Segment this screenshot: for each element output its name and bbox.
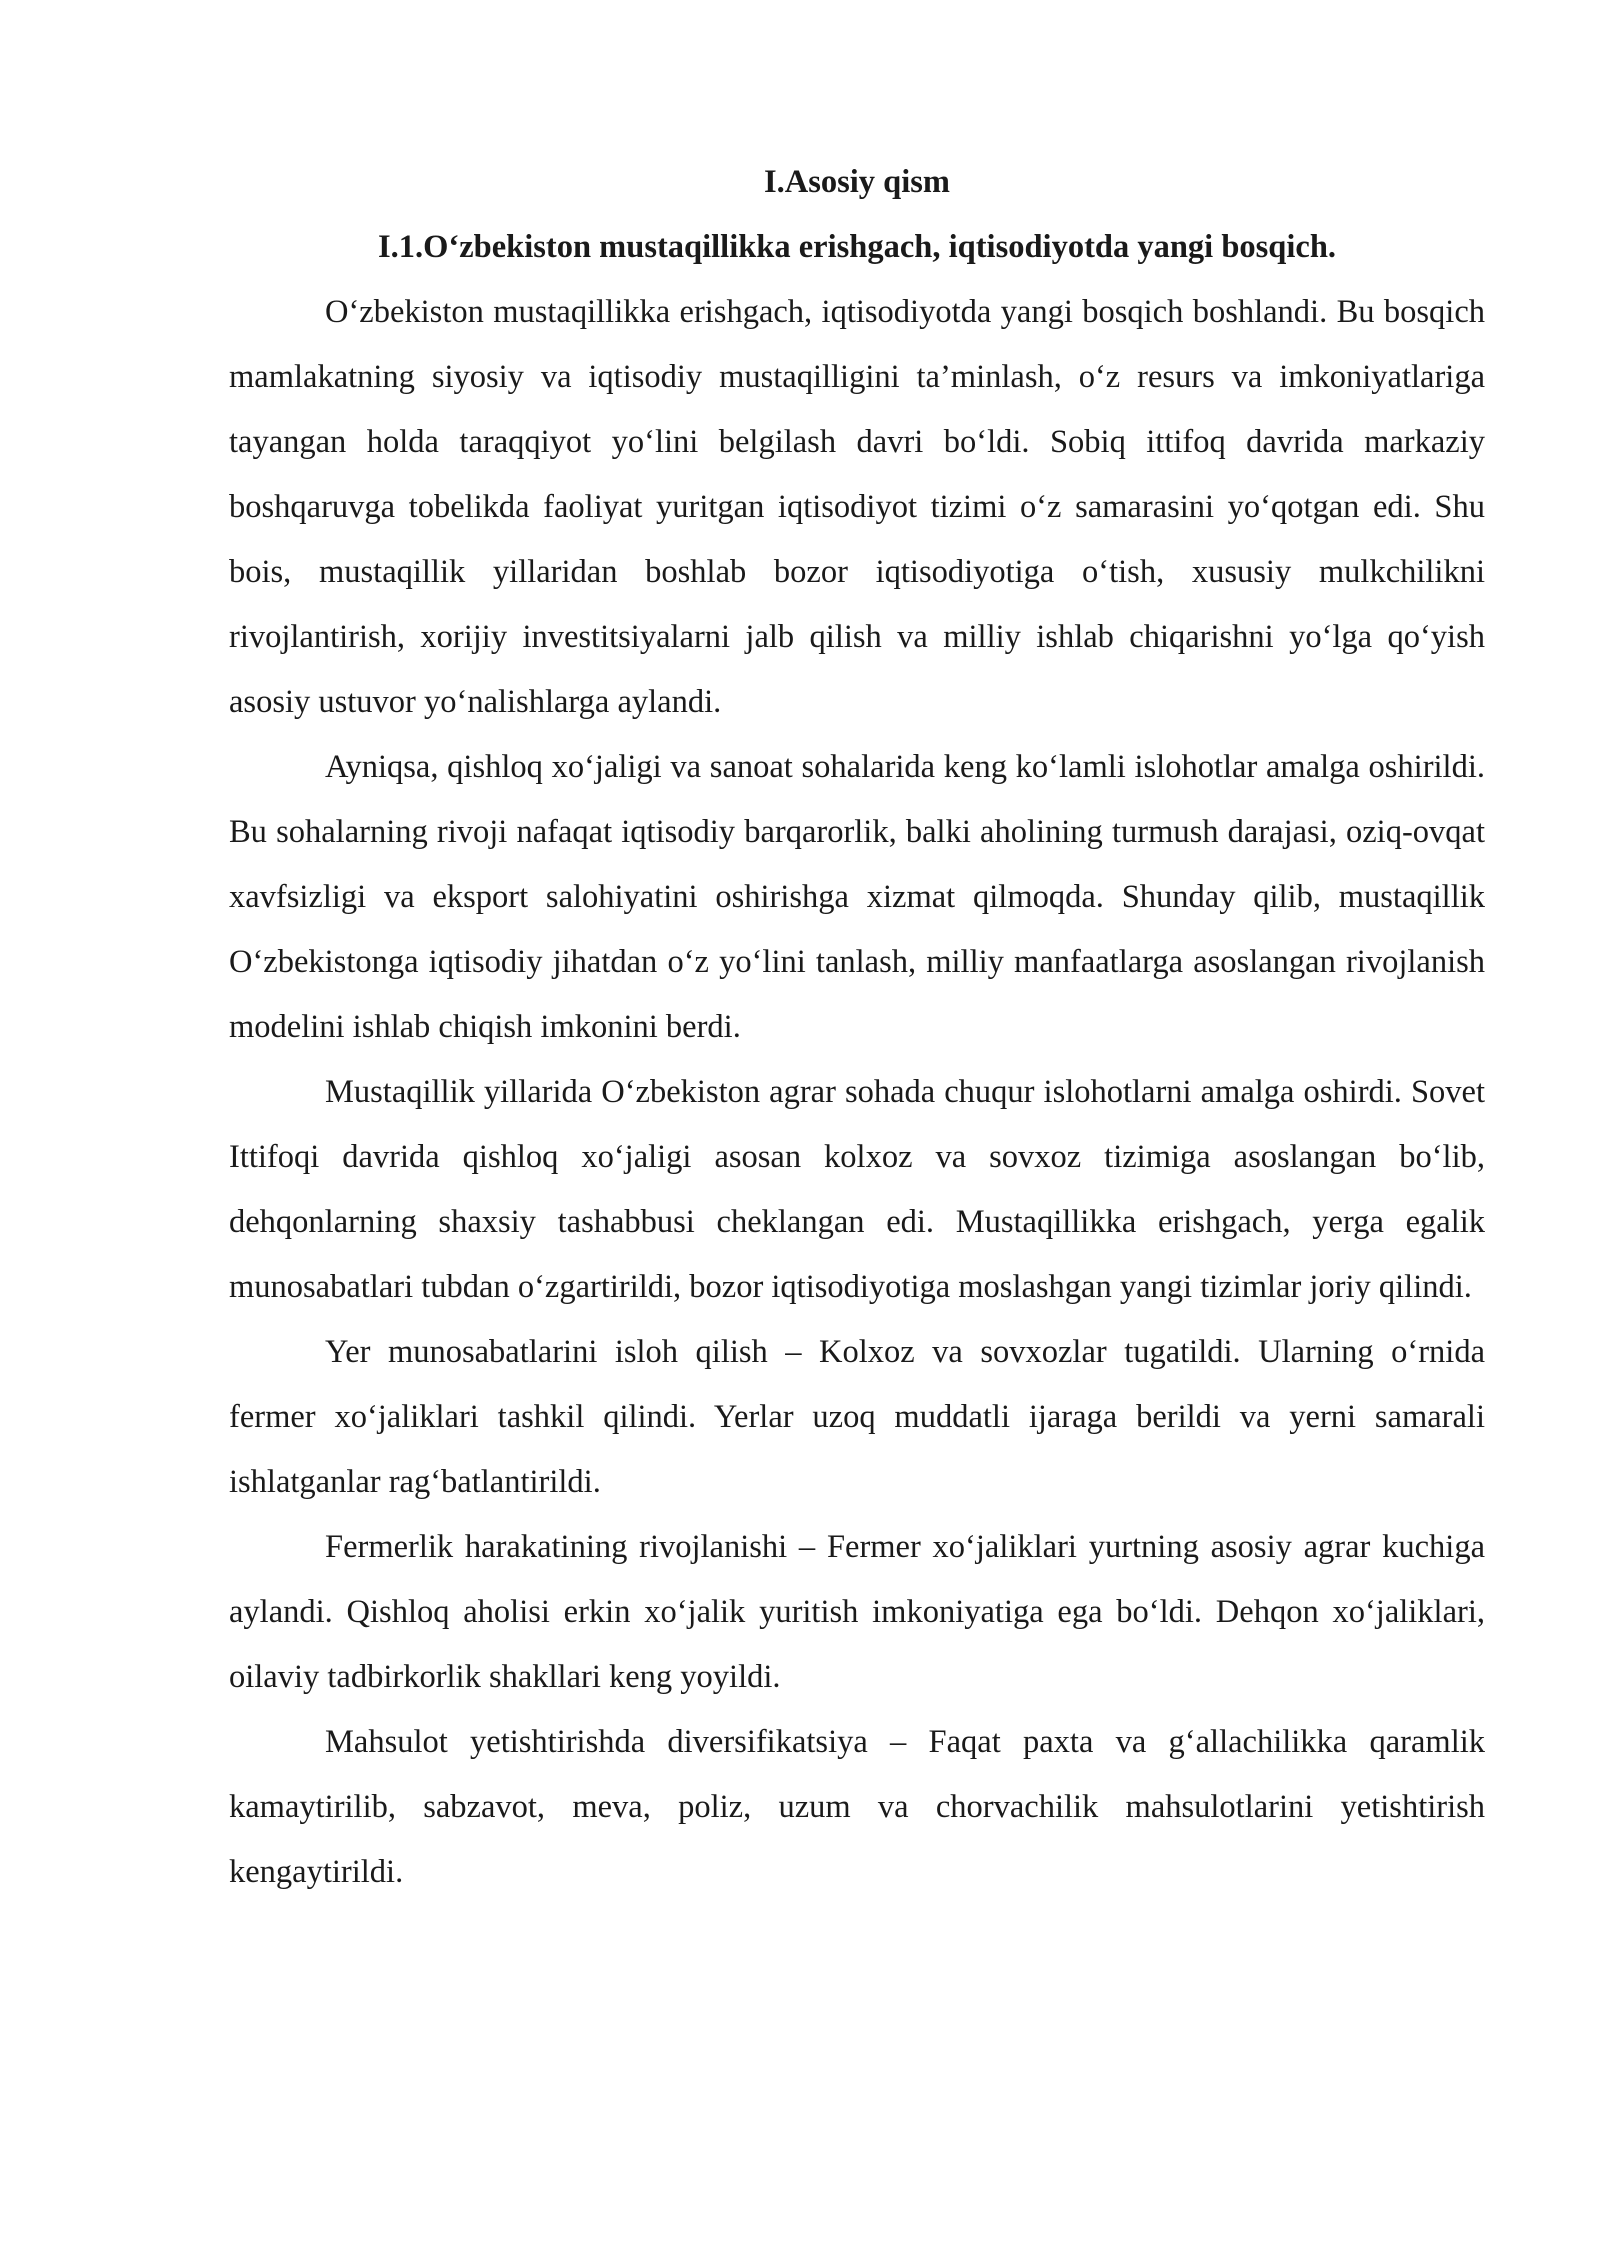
document-page [229,150,1485,1905]
paragraph-6: Mahsulot yetishtirishda diversifikatsiya – Faqat paxta va g‘allachilikka qaramlik kamaytirilib, sabzavot, meva, poliz, uzum va chorvachilik mahsulotlarini yetishtirish kengaytirildi. [229,1724,1485,1890]
section-heading: I.Asosiy qism [763,164,951,200]
subsection-heading: I.1.O‘zbekiston mustaqillikka erishgach, iqtisodiyotda yangi bosqich. [377,229,1337,265]
paragraph-5: Fermerlik harakatining rivojlanishi – Fermer xo‘jaliklari yurtning asosiy agrar kuchiga aylandi. Qishloq aholisi erkin xo‘jalik yuritish imkoniyatiga ega bo‘ldi. Dehqon xo‘jaliklari, oilaviy tadbirkorlik shakllari keng yoyildi. [229,1529,1485,1695]
paragraph-1: O‘zbekiston mustaqillikka erishgach, iqtisodiyotda yangi bosqich boshlandi. Bu bosqich mamlakatning siyosiy va iqtisodiy mustaqilligini ta’minlash, o‘z resurs va imkoniyatlariga tayangan holda taraqqiyot yo‘lini belgilash davri bo‘ldi. Sobiq ittifoq davrida markaziy boshqaruvga tobelikda faoliyat yuritgan iqtisodiyot tizimi o‘z samarasini yo‘qotgan edi. Shu bois, mustaqillik yillaridan boshlab bozor iqtisodiyotiga o‘tish, xususiy mulkchilikni rivojlantirish, xorijiy investitsiyalarni jalb qilish va milliy ishlab chiqarishni yo‘lga qo‘yish asosiy ustuvor yo‘nalishlarga aylandi. [229,294,1485,720]
paragraph-3: Mustaqillik yillarida O‘zbekiston agrar sohada chuqur islohotlarni amalga oshirdi. Sovet Ittifoqi davrida qishloq xo‘jaligi asosan kolxoz va sovxoz tizimiga asoslangan bo‘lib, dehqonlarning shaxsiy tashabbusi cheklangan edi. Mustaqillikka erishgach, yerga egalik munosabatlari tubdan o‘zgartirildi, bozor iqtisodiyotiga moslashgan yangi tizimlar joriy qilindi. [229,1074,1485,1305]
paragraph-2: Ayniqsa, qishloq xo‘jaligi va sanoat sohalarida keng ko‘lamli islohotlar amalga oshirildi. Bu sohalarning rivoji nafaqat iqtisodiy barqarorlik, balki aholining turmush darajasi, oziq-ovqat xavfsizligi va eksport salohiyatini oshirishga xizmat qilmoqda. Shunday qilib, mustaqillik O‘zbekistonga iqtisodiy jihatdan o‘z yo‘lini tanlash, milliy manfaatlarga asoslangan rivojlanish modelini ishlab chiqish imkonini berdi. [229,749,1485,1045]
paragraph-4: Yer munosabatlarini isloh qilish – Kolxoz va sovxozlar tugatildi. Ularning o‘rnida fermer xo‘jaliklari tashkil qilindi. Yerlar uzoq muddatli ijaraga berildi va yerni samarali ishlatganlar rag‘batlantirildi. [229,1334,1485,1500]
